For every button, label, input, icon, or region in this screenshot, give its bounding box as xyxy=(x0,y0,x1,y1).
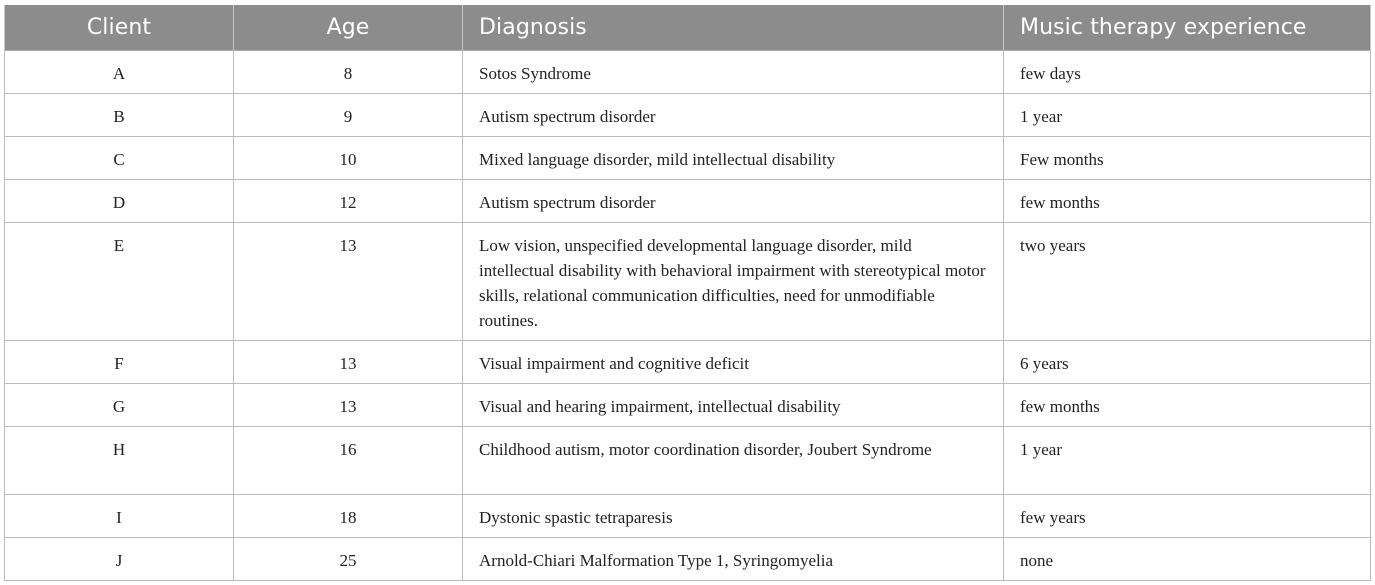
header-music-therapy-experience: Music therapy experience xyxy=(1004,5,1371,51)
cell-age: 25 xyxy=(234,538,463,581)
cell-diagnosis: Visual impairment and cognitive deficit xyxy=(463,341,1004,384)
table-header xyxy=(5,5,1371,51)
cell-age: 13 xyxy=(234,384,463,427)
cell-experience: few days xyxy=(1004,51,1371,94)
cell-age: 12 xyxy=(234,180,463,223)
table-row xyxy=(5,495,1371,538)
cell-diagnosis: Arnold-Chiari Malformation Type 1, Syringomyelia xyxy=(463,538,1004,581)
header-diagnosis: Diagnosis xyxy=(463,5,1004,51)
cell-experience: 6 years xyxy=(1004,341,1371,384)
cell-age: 16 xyxy=(234,427,463,495)
table-row xyxy=(5,51,1371,94)
table-row xyxy=(5,137,1371,180)
cell-experience: few months xyxy=(1004,384,1371,427)
cell-age: 10 xyxy=(234,137,463,180)
client-table xyxy=(4,5,1371,581)
cell-diagnosis: Visual and hearing impairment, intellectual disability xyxy=(463,384,1004,427)
cell-client: G xyxy=(5,384,234,427)
cell-diagnosis: Low vision, unspecified developmental language disorder, mild intellectual disability with behavioral impairment with stereotypical motor skills, relational communication difficulties, need for unmodifiable routines. xyxy=(463,223,1004,341)
cell-experience: few months xyxy=(1004,180,1371,223)
header-row xyxy=(5,5,1371,51)
cell-diagnosis: Mixed language disorder, mild intellectual disability xyxy=(463,137,1004,180)
client-table-container xyxy=(4,5,1370,581)
header-client: Client xyxy=(5,5,234,51)
cell-client: I xyxy=(5,495,234,538)
table-row xyxy=(5,180,1371,223)
cell-diagnosis: Sotos Syndrome xyxy=(463,51,1004,94)
cell-client: H xyxy=(5,427,234,495)
cell-diagnosis: Dystonic spastic tetraparesis xyxy=(463,495,1004,538)
cell-client: F xyxy=(5,341,234,384)
table-body xyxy=(5,51,1371,581)
cell-age: 9 xyxy=(234,94,463,137)
cell-client: B xyxy=(5,94,234,137)
cell-client: E xyxy=(5,223,234,341)
cell-client: A xyxy=(5,51,234,94)
cell-age: 18 xyxy=(234,495,463,538)
cell-client: D xyxy=(5,180,234,223)
cell-client: C xyxy=(5,137,234,180)
cell-diagnosis: Autism spectrum disorder xyxy=(463,180,1004,223)
cell-age: 13 xyxy=(234,341,463,384)
table-row xyxy=(5,538,1371,581)
cell-experience: none xyxy=(1004,538,1371,581)
table-row xyxy=(5,94,1371,137)
cell-age: 13 xyxy=(234,223,463,341)
cell-experience: two years xyxy=(1004,223,1371,341)
cell-diagnosis: Autism spectrum disorder xyxy=(463,94,1004,137)
cell-experience: 1 year xyxy=(1004,427,1371,495)
table-row xyxy=(5,427,1371,495)
table-row xyxy=(5,341,1371,384)
cell-client: J xyxy=(5,538,234,581)
cell-diagnosis: Childhood autism, motor coordination disorder, Joubert Syndrome xyxy=(463,427,1004,495)
cell-age: 8 xyxy=(234,51,463,94)
cell-experience: 1 year xyxy=(1004,94,1371,137)
cell-experience: few years xyxy=(1004,495,1371,538)
header-age: Age xyxy=(234,5,463,51)
cell-experience: Few months xyxy=(1004,137,1371,180)
table-row xyxy=(5,223,1371,341)
table-row xyxy=(5,384,1371,427)
